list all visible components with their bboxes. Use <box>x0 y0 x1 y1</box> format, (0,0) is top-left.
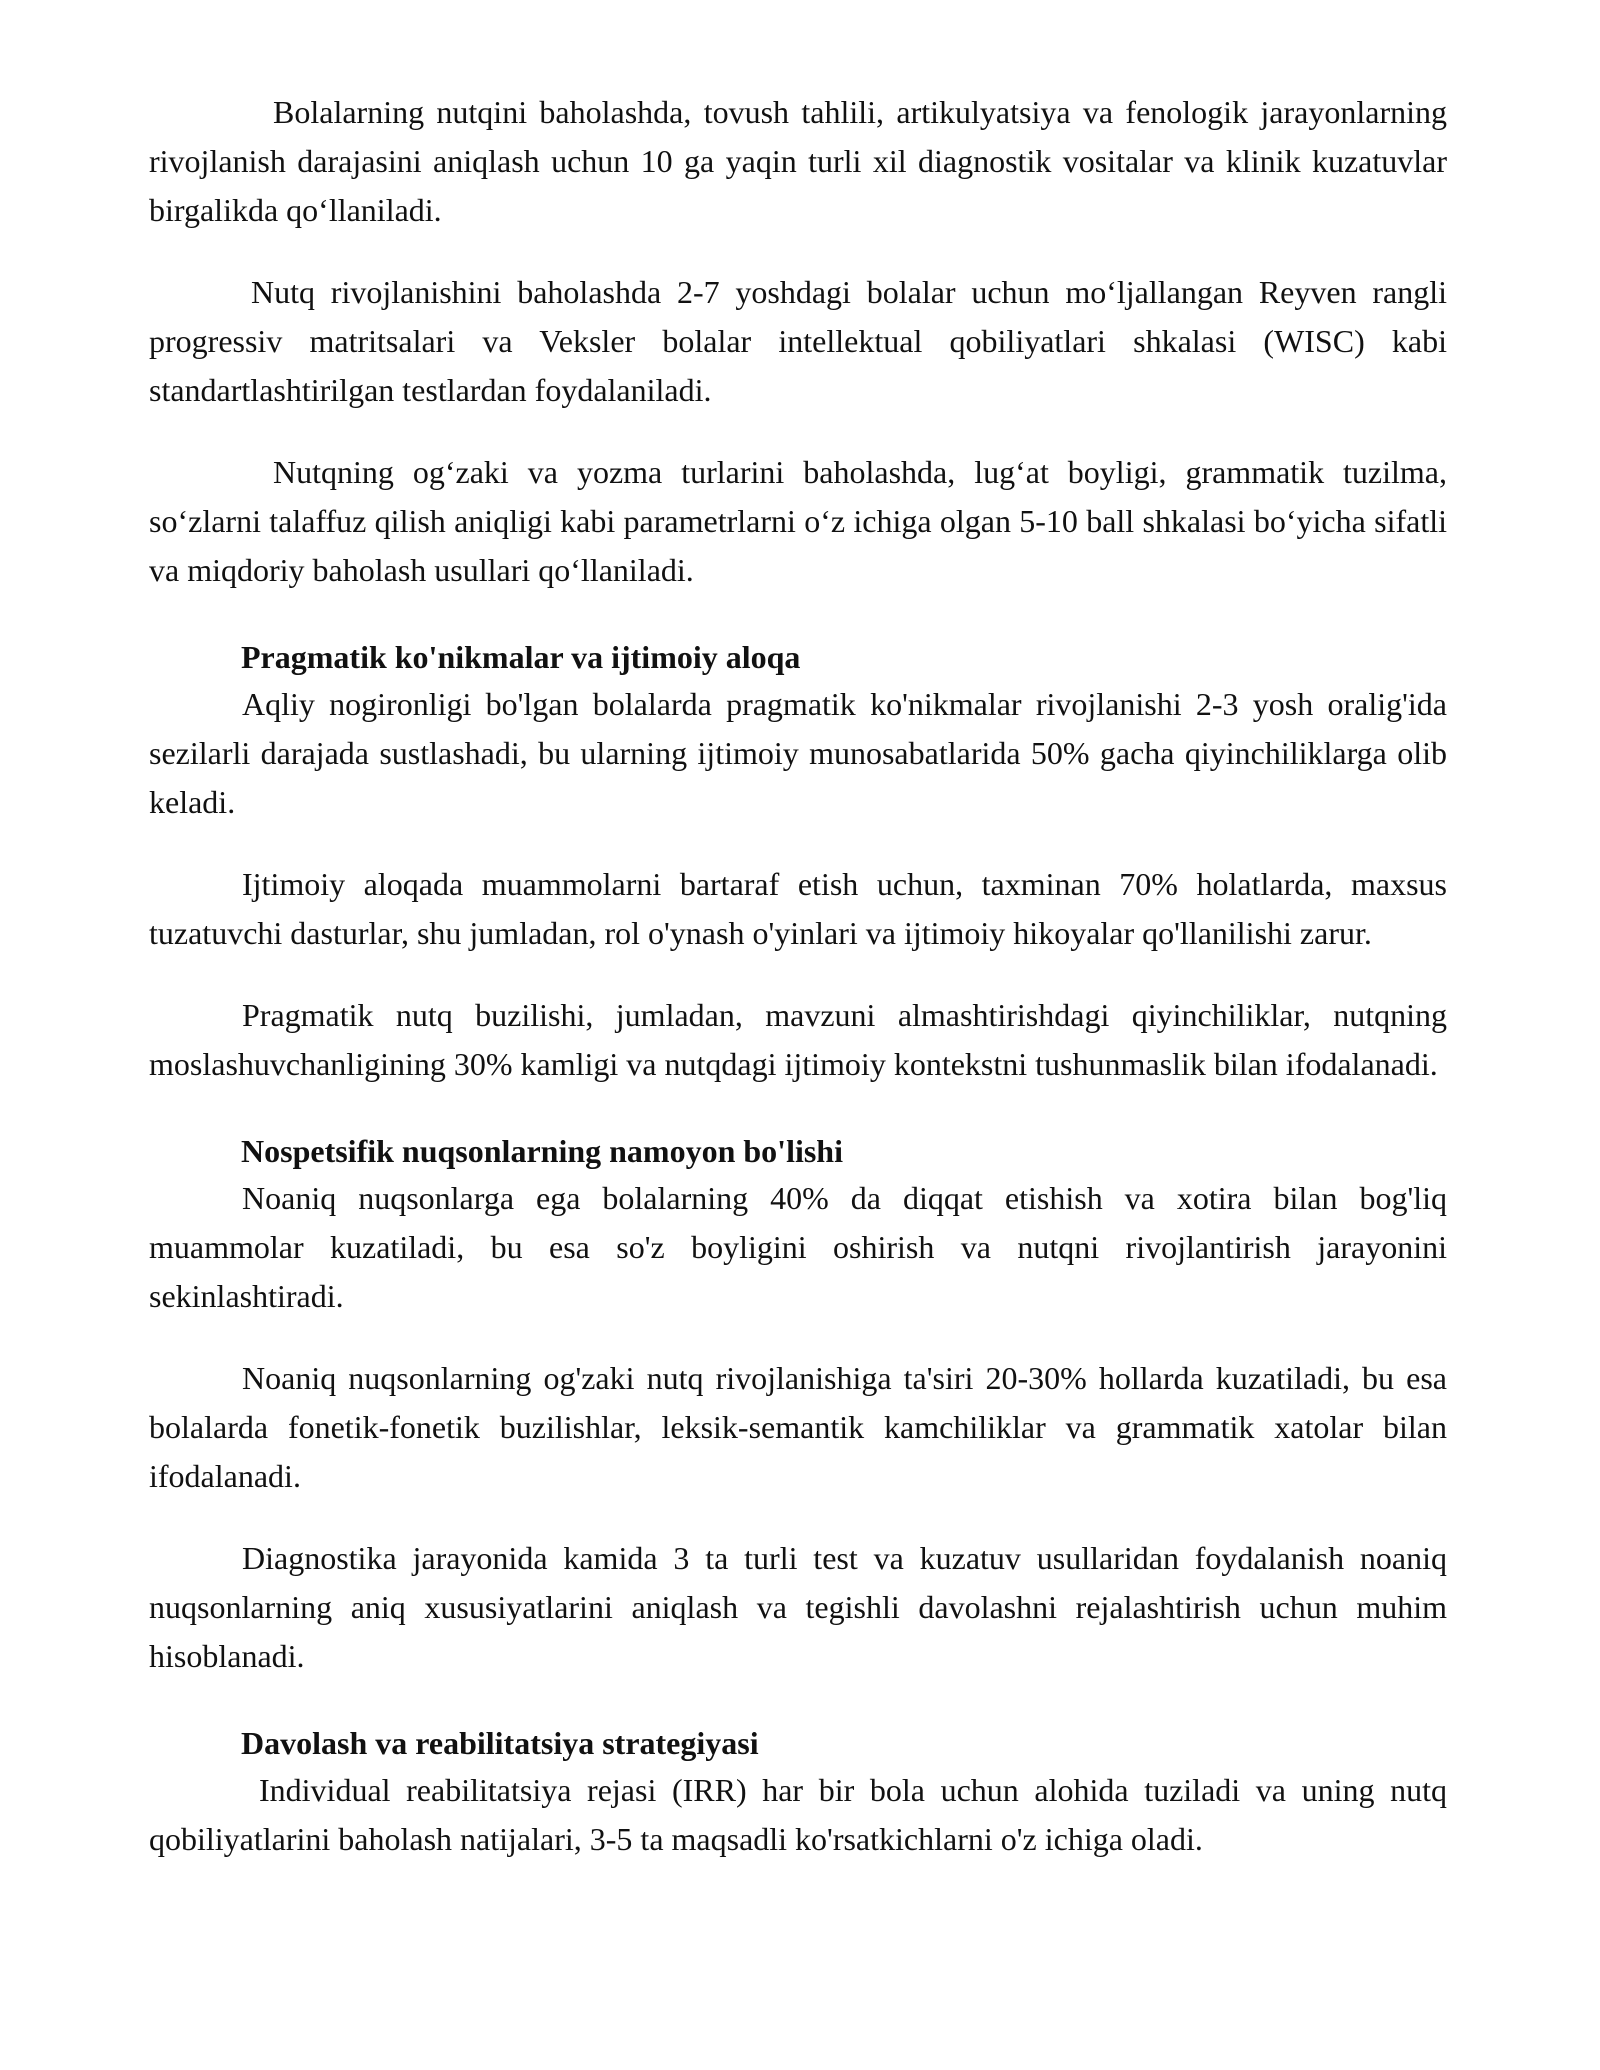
paragraph: Noaniq nuqsonlarga ega bolalarning 40% da diqqat etishish va xotira bilan bog'liq muammolar kuzatiladi, bu esa so'z boyligini oshirish va nutqni rivojlantirish jarayonini sekinlashtiradi. <box>149 1180 1447 1314</box>
document-page <box>149 88 1447 1897</box>
section-treatment-strategy <box>149 1721 1447 1864</box>
paragraph-speech-assessment-tools: Bolalarning nutqini baholashda, tovush tahlili, artikulyatsiya va fenologik jarayonlarning rivojlanish darajasini aniqlash uchun 10 ga yaqin turli xil diagnostik vositalar va klinik kuzatuvlar birgalikda qo‘llaniladi. <box>149 94 1447 228</box>
paragraph: Pragmatik nutq buzilishi, jumladan, mavzuni almashtirishdagi qiyinchiliklar, nutqning moslashuvchanligining 30% kamligi va nutqdagi ijtimoiy kontekstni tushunmaslik bilan ifodalanadi. <box>149 997 1447 1082</box>
section-heading: Davolash va reabilitatsiya strategiyasi <box>241 1725 759 1761</box>
section-heading: Nospetsifik nuqsonlarning namoyon bo'lishi <box>241 1133 843 1169</box>
paragraph-standardized-tests: Nutq rivojlanishini baholashda 2-7 yoshdagi bolalar uchun mo‘ljallangan Reyven rangli progressiv matritsalari va Veksler bolalar intellektual qobiliyatlari shkalasi (WISC) kabi standartlashtirilgan testlardan foydalaniladi. <box>149 274 1447 408</box>
section-nonspecific-defects <box>149 1129 1447 1681</box>
section-pragmatic-skills <box>149 635 1447 1089</box>
paragraph: Diagnostika jarayonida kamida 3 ta turli test va kuzatuv usullaridan foydalanish noaniq nuqsonlarning aniq xususiyatlarini aniqlash va tegishli davolashni rejalashtirish uchun muhim hisoblanadi. <box>149 1540 1447 1674</box>
paragraph-oral-written-assessment: Nutqning og‘zaki va yozma turlarini baholashda, lug‘at boyligi, grammatik tuzilma, so‘zlarni talaffuz qilish aniqligi kabi parametrlarni o‘z ichiga olgan 5-10 ball shkalasi bo‘yicha sifatli va miqdoriy baholash usullari qo‘llaniladi. <box>149 454 1447 588</box>
paragraph: Aqliy nogironligi bo'lgan bolalarda pragmatik ko'nikmalar rivojlanishi 2-3 yosh oralig'ida sezilarli darajada sustlashadi, bu ularning ijtimoiy munosabatlarida 50% gacha qiyinchiliklarga olib keladi. <box>149 686 1447 820</box>
paragraph: Individual reabilitatsiya rejasi (IRR) har bir bola uchun alohida tuziladi va uning nutq qobiliyatlarini baholash natijalari, 3-5 ta maqsadli ko'rsatkichlarni o'z ichiga oladi. <box>149 1772 1447 1857</box>
paragraph: Noaniq nuqsonlarning og'zaki nutq rivojlanishiga ta'siri 20-30% hollarda kuzatiladi, bu esa bolalarda fonetik-fonetik buzilishlar, leksik-semantik kamchiliklar va grammatik xatolar bilan ifodalanadi. <box>149 1360 1447 1494</box>
section-heading: Pragmatik ko'nikmalar va ijtimoiy aloqa <box>241 639 801 675</box>
paragraph: Ijtimoiy aloqada muammolarni bartaraf etish uchun, taxminan 70% holatlarda, maxsus tuzatuvchi dasturlar, shu jumladan, rol o'ynash o'yinlari va ijtimoiy hikoyalar qo'llanilishi zarur. <box>149 866 1447 951</box>
